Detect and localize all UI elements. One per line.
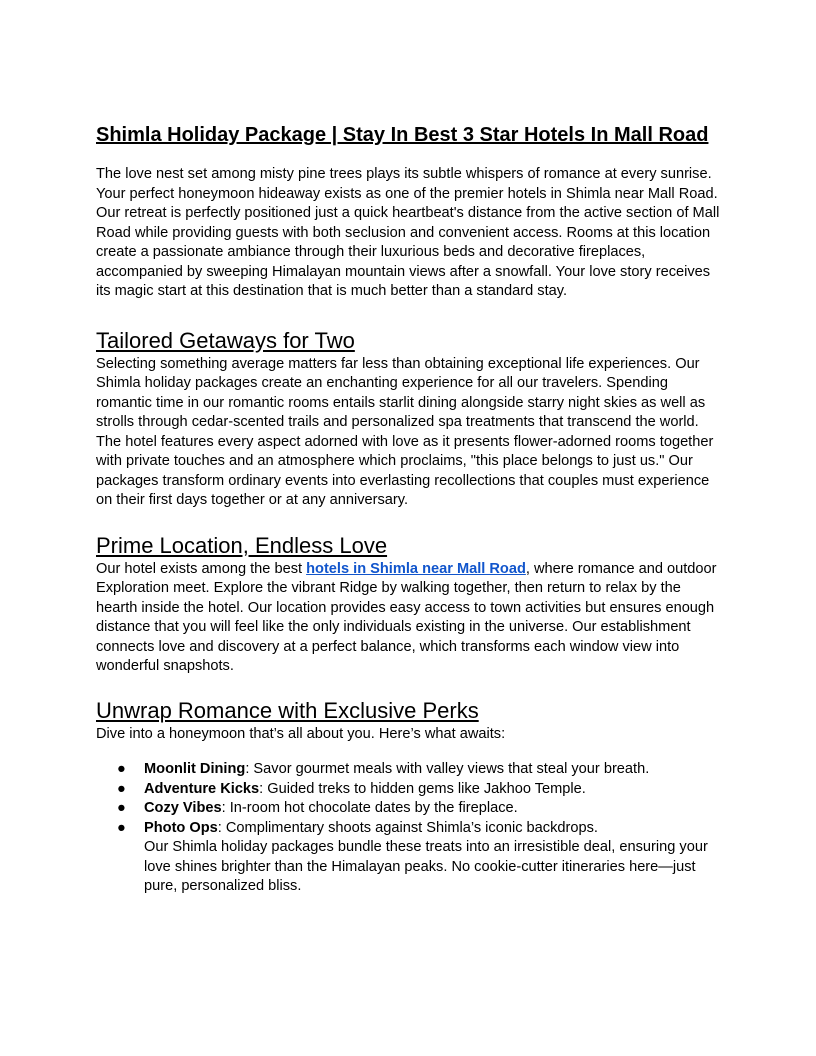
unwrap-lead: Dive into a honeymoon that’s all about you. Here’s what awaits: [96, 725, 506, 742]
bullet-icon: ● [117, 819, 126, 836]
list-item-adventure-kicks [96, 780, 722, 800]
bullet-icon: ● [117, 761, 126, 777]
page-title: Shimla Holiday Package | Stay In Best 3 Star Hotels In Mall Road [96, 124, 709, 146]
perk-desc: : Guided treks to hidden gems like Jakhoo Temple. [259, 780, 586, 797]
bullet-icon: ● [117, 780, 126, 797]
hotels-near-mall-road-link[interactable]: hotels in Shimla near Mall Road [306, 560, 526, 577]
perks-list [96, 760, 722, 897]
heading-tailored-getaways: Tailored Getaways for Two [96, 327, 355, 353]
prime-paragraph [96, 560, 722, 677]
bullet-icon: ● [117, 800, 126, 816]
list-item-moonlit-dining [96, 760, 722, 780]
perk-term: Photo Ops [144, 819, 218, 836]
perk-term: Moonlit Dining [144, 761, 246, 777]
prime-text-before: Our hotel exists among the best [96, 560, 307, 577]
perk-desc: : Complimentary shoots against Shimla’s iconic backdrops. [217, 819, 598, 836]
tailored-paragraph: Selecting something average matters far less than obtaining exceptional life experiences. Our Shimla holiday packages create an enchanting experience for all our travelers. Spending romantic time in our romantic rooms entails starlit dining alongside starry night skies as well as strolls through cedar-scented trails and personalized spa treatments that transcend the world. The hotel features every aspect adorned with love as it presents flower-adorned rooms together with private touches and an atmosphere which proclaims, "this place belongs to just us." Our packages transform ordinary events into everlasting recollections that couples must experience on their first days together or at any anniversary. [96, 355, 714, 508]
intro-paragraph: The love nest set among misty pine trees plays its subtle whispers of romance at every sunrise. Your perfect honeymoon hideaway exists as one of the premier hotels in Shimla near Mall Road. Our retreat is perfectly positioned just a quick heartbeat's distance from the active section of Mall Road while providing guests with both seclusion and convenient access. Rooms at this location create a passionate ambiance through their luxurious beds and decorative fireplaces, accompanied by sweeping Himalayan mountain views after a snowfall. Your love story receives its magic start at this destination that is much better than a standard stay. [96, 166, 720, 299]
heading-prime-location: Prime Location, Endless Love [96, 532, 388, 558]
heading-unwrap-romance: Unwrap Romance with Exclusive Perks [96, 697, 479, 723]
perk-term: Adventure Kicks [144, 780, 260, 797]
list-item-photo-ops [96, 819, 722, 897]
list-item-cozy-vibes [96, 799, 722, 819]
perk-desc: : In-room hot chocolate dates by the fireplace. [221, 800, 518, 816]
document-page [96, 122, 722, 897]
perk-desc: : Savor gourmet meals with valley views that steal your breath. [245, 761, 650, 777]
prime-text-after: , where romance and outdoor Exploration meet. Explore the vibrant Ridge by walking together, then return to relax by the hearth inside the hotel. Our location provides easy access to town activities but ensures enough distance that you will feel like the only individuals existing in the universe. Our establishment connects love and discovery at a perfect balance, which transforms each window view into wonderful snapshots. [96, 560, 717, 674]
perk-term: Cozy Vibes [144, 800, 222, 816]
perks-closing-text: Our Shimla holiday packages bundle these treats into an irresistible deal, ensuring your love shines brighter than the Himalayan peaks. No cookie-cutter itineraries here—just pure, personalized bliss. [144, 839, 708, 894]
